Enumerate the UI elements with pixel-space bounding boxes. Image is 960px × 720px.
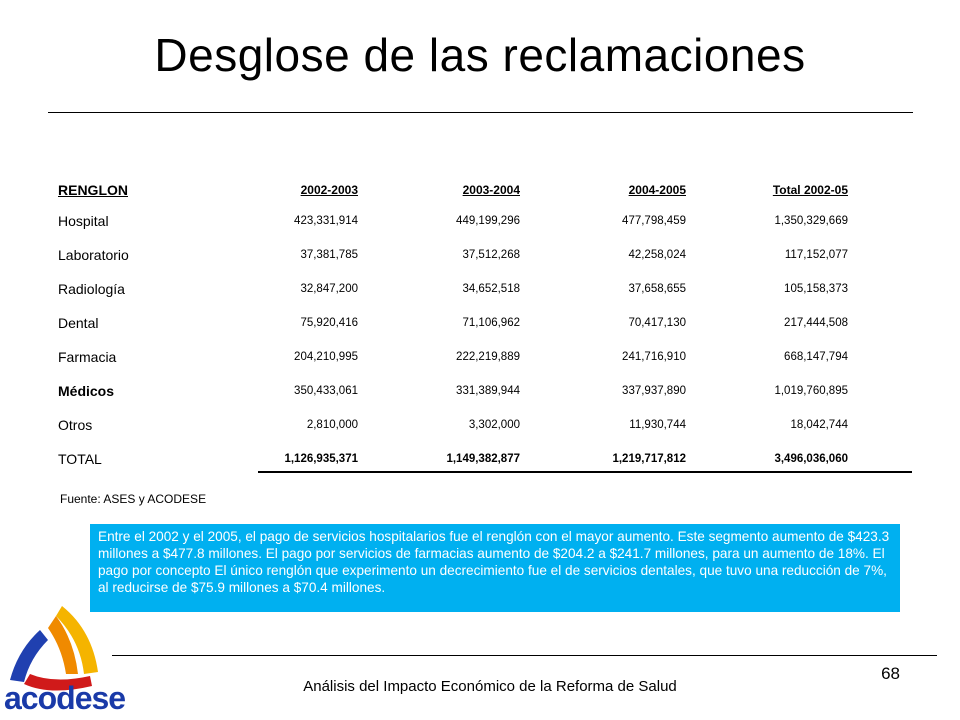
table-header-row xyxy=(58,176,848,204)
cell-value: 2,810,000 xyxy=(306,419,358,431)
cell-value: 1,350,329,669 xyxy=(774,215,848,227)
logo-wordmark: acodese xyxy=(4,680,126,716)
footer-title: Análisis del Impacto Económico de la Reforma de Salud xyxy=(303,678,677,695)
row-label: Otros xyxy=(58,417,93,433)
header-2002-2003: 2002-2003 xyxy=(300,183,358,197)
source-note: Fuente: ASES y ACODESE xyxy=(60,492,207,506)
cell-value: 1,126,935,371 xyxy=(284,453,358,465)
table-row xyxy=(58,340,848,374)
title-divider xyxy=(48,112,913,113)
row-label: Laboratorio xyxy=(58,247,129,263)
cell-value: 37,512,268 xyxy=(462,249,520,261)
cell-value: 350,433,061 xyxy=(294,385,358,397)
table-row xyxy=(58,374,848,408)
cell-value: 477,798,459 xyxy=(622,215,686,227)
cell-value: 337,937,890 xyxy=(622,385,686,397)
cell-value: 449,199,296 xyxy=(456,215,520,227)
header-total: Total 2002-05 xyxy=(772,183,848,197)
cell-value: 105,158,373 xyxy=(784,283,848,295)
table-row xyxy=(58,204,848,238)
row-label: Farmacia xyxy=(58,349,117,365)
cell-value: 18,042,744 xyxy=(790,419,848,431)
cell-value: 241,716,910 xyxy=(622,351,686,363)
footer-divider xyxy=(112,655,937,656)
row-label: Dental xyxy=(58,315,99,331)
table-row xyxy=(58,408,848,442)
cell-value: 222,219,889 xyxy=(456,351,520,363)
cell-value: 70,417,130 xyxy=(628,317,686,329)
cell-value: 3,496,036,060 xyxy=(774,453,848,465)
cell-value: 1,219,717,812 xyxy=(612,453,686,465)
table-row xyxy=(58,238,848,272)
cell-value: 32,847,200 xyxy=(300,283,358,295)
cell-value: 423,331,914 xyxy=(294,215,358,227)
cell-value: 331,389,944 xyxy=(456,385,520,397)
summary-callout: Entre el 2002 y el 2005, el pago de servicios hospitalarios fue el renglón con el mayor aumento. Este segmento aumento de $423.3 millones a $477.8 millones. El pago por servicios de farmacias aumento de $204.2 a $241.7 millones, para un aumento de 18%. El pago por concepto El único renglón que experimento un decrecimiento fue el de servicios dentales, que tuvo una reducción de 7%, al reducirse de $75.9 millones a $70.4 millones. xyxy=(90,524,900,612)
row-label: Radiología xyxy=(58,281,125,297)
cell-value: 3,302,000 xyxy=(468,419,520,431)
header-renglon: RENGLON xyxy=(58,182,128,198)
table-total-rule xyxy=(258,471,912,473)
cell-value: 42,258,024 xyxy=(628,249,686,261)
row-label: Médicos xyxy=(58,383,115,399)
cell-value: 217,444,508 xyxy=(784,317,848,329)
cell-value: 37,381,785 xyxy=(300,249,358,261)
cell-value: 71,106,962 xyxy=(462,317,520,329)
cell-value: 37,658,655 xyxy=(628,283,686,295)
table-row xyxy=(58,272,848,306)
row-label: TOTAL xyxy=(58,451,102,467)
cell-value: 204,210,995 xyxy=(294,351,358,363)
cell-value: 668,147,794 xyxy=(784,351,848,363)
cell-value: 117,152,077 xyxy=(784,249,848,261)
cell-value: 34,652,518 xyxy=(462,283,520,295)
header-2003-2004: 2003-2004 xyxy=(462,183,520,197)
cell-value: 11,930,744 xyxy=(629,419,686,431)
table-row xyxy=(58,306,848,340)
header-2004-2005: 2004-2005 xyxy=(628,183,686,197)
slide-title: Desglose de las reclamaciones xyxy=(154,29,806,81)
row-label: Hospital xyxy=(58,213,109,229)
cell-value: 75,920,416 xyxy=(300,317,358,329)
cell-value: 1,019,760,895 xyxy=(774,385,848,397)
cell-value: 1,149,382,877 xyxy=(446,453,520,465)
claims-table xyxy=(58,176,848,476)
page-number: 68 xyxy=(881,664,900,683)
